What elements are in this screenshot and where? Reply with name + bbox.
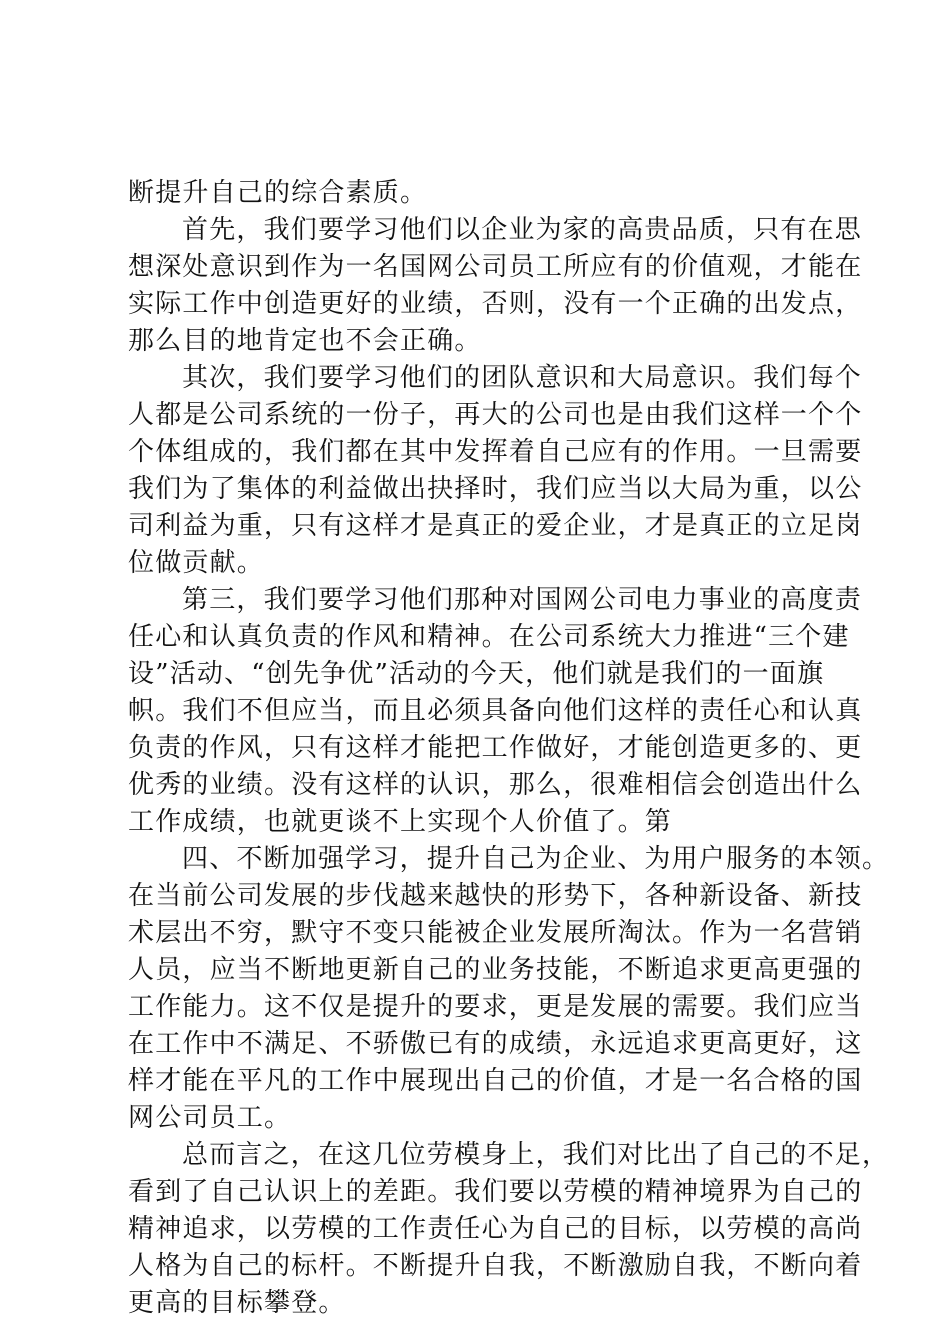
paragraph-first-line: 四、不断加强学习，提升自己为企业、为用户服务的本领。 [182, 844, 890, 874]
text-line: 样才能在平凡的工作中展现出自己的价值，才是一名合格的国 [128, 1066, 863, 1096]
text-line: 网公司员工。 [128, 1103, 292, 1133]
text-line: 优秀的业绩。没有这样的认识，那么，很难相信会创造出什么 [128, 770, 863, 800]
text-line: 任心和认真负责的作风和精神。在公司系统大力推进“三个建 [128, 622, 850, 652]
text-line: 负责的作风，只有这样才能把工作做好，才能创造更多的、更 [128, 733, 863, 763]
text-line: 那么目的地肯定也不会正确。 [128, 326, 482, 356]
paragraph-first-line: 其次，我们要学习他们的团队意识和大局意识。我们每个 [182, 363, 863, 393]
text-line: 人员，应当不断地更新自己的业务技能，不断追求更高更强的 [128, 955, 863, 985]
text-line: 帜。我们不但应当，而且必须具备向他们这样的责任心和认真 [128, 696, 863, 726]
text-line: 在工作中不满足、不骄傲已有的成绩，永远追求更高更好，这 [128, 1029, 863, 1059]
paragraph-first-line: 总而言之，在这几位劳模身上，我们对比出了自己的不足， [182, 1140, 890, 1170]
text-line: 精神追求，以劳模的工作责任心为自己的目标，以劳模的高尚 [128, 1214, 863, 1244]
text-line: 我们为了集体的利益做出抉择时，我们应当以大局为重，以公 [128, 474, 863, 504]
text-line: 术层出不穷，默守不变只能被企业发展所淘汰。作为一名营销 [128, 918, 863, 948]
text-line: 在当前公司发展的步伐越来越快的形势下，各种新设备、新技 [128, 881, 863, 911]
text-line: 设”活动、“创先争优”活动的今天，他们就是我们的一面旗 [128, 659, 825, 689]
text-line: 司利益为重，只有这样才是真正的爱企业，才是真正的立足岗 [128, 511, 863, 541]
text-line: 工作能力。这不仅是提升的要求，更是发展的需要。我们应当 [128, 992, 863, 1022]
text-line: 看到了自己认识上的差距。我们要以劳模的精神境界为自己的 [128, 1177, 863, 1207]
text-line: 工作成绩，也就更谈不上实现个人价值了。第 [128, 807, 673, 837]
text-line: 位做贡献。 [128, 548, 265, 578]
text-line: 人都是公司系统的一份子，再大的公司也是由我们这样一个个 [128, 400, 863, 430]
text-line: 更高的目标攀登。 [128, 1288, 346, 1318]
paragraph-first-line: 第三，我们要学习他们那种对国网公司电力事业的高度责 [182, 585, 863, 615]
text-line: 断提升自己的综合素质。 [128, 178, 428, 208]
text-line: 想深处意识到作为一名国网公司员工所应有的价值观，才能在 [128, 252, 863, 282]
text-line: 个体组成的，我们都在其中发挥着自己应有的作用。一旦需要 [128, 437, 863, 467]
text-line: 人格为自己的标杆。不断提升自我，不断激励自我，不断向着 [128, 1251, 863, 1281]
text-line: 实际工作中创造更好的业绩，否则，没有一个正确的出发点， [128, 289, 863, 319]
paragraph-first-line: 首先，我们要学习他们以企业为家的高贵品质，只有在思 [182, 215, 863, 245]
